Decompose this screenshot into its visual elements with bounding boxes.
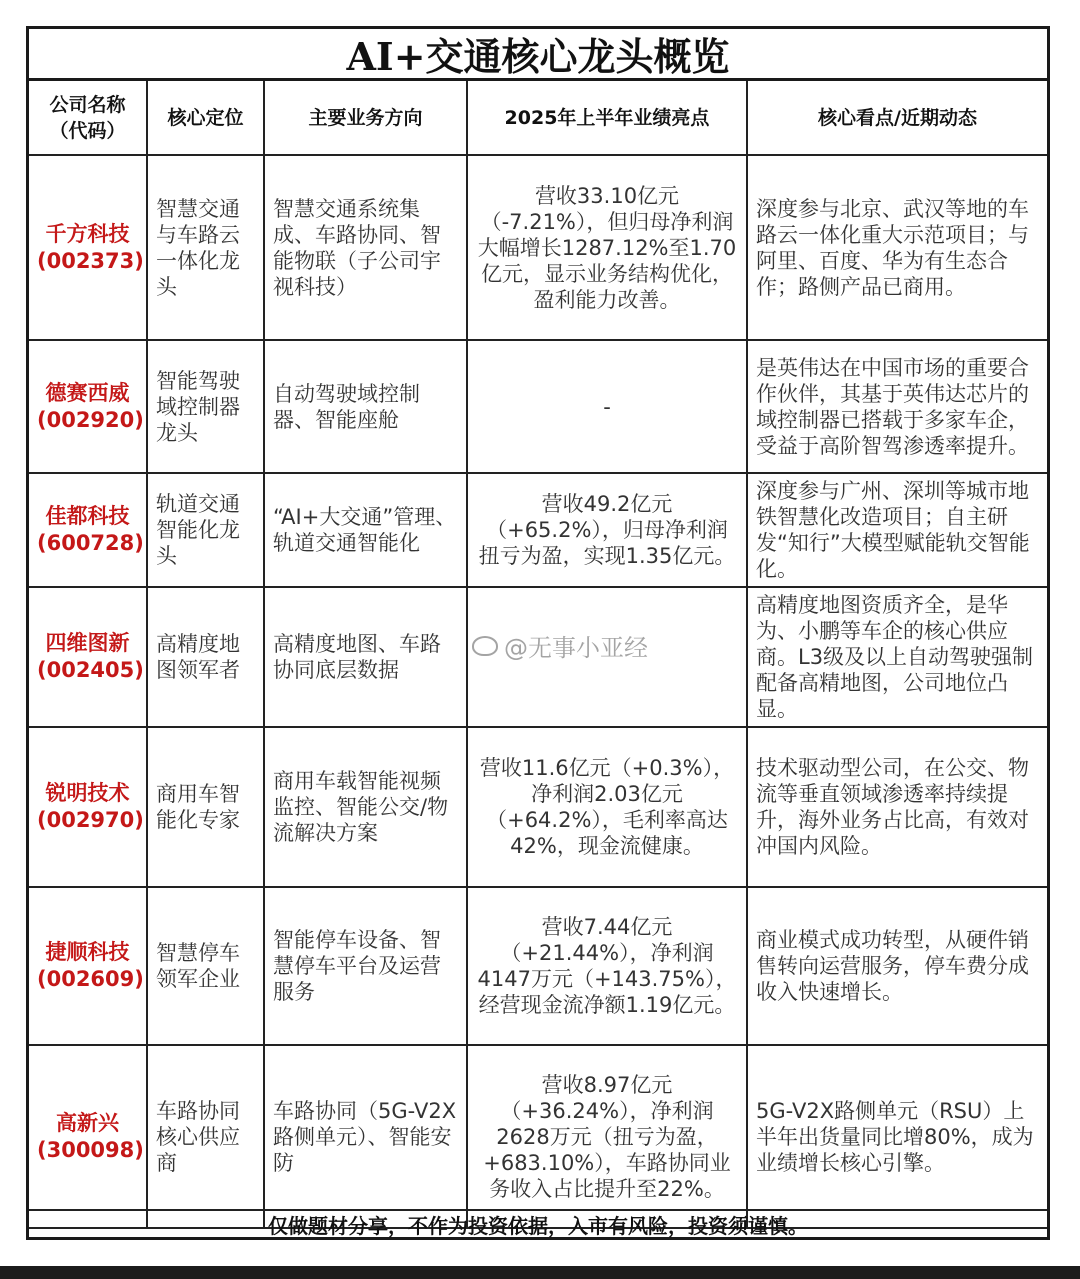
business-cell: 车路协同（5G-V2X路侧单元）、智能安防 [264, 1045, 467, 1228]
company-cell [29, 1045, 147, 1228]
table-row [29, 727, 1047, 887]
company-code: (002373) [37, 248, 144, 273]
highlights-cell: 高精度地图资质齐全，是华为、小鹏等车企的核心供应商。L3级及以上自动驾驶强制配备高精地图，公司地位凸显。 [747, 587, 1047, 727]
header-highlights: 核心看点/近期动态 [747, 81, 1047, 155]
overview-sheet [26, 26, 1050, 1240]
table-row [29, 587, 1047, 727]
highlights-cell: 是英伟达在中国市场的重要合作伙伴，其基于英伟达芯片的域控制器已搭载于多家车企，受益于高阶智驾渗透率提升。 [747, 340, 1047, 473]
company-code: (002405) [37, 658, 144, 682]
header-row [29, 81, 1047, 155]
business-cell: “AI+大交通”管理、轨道交通智能化 [264, 473, 467, 587]
company-code: (002920) [37, 407, 144, 432]
company-name: 千方科技 [45, 221, 130, 246]
company-cell [29, 587, 147, 727]
position-cell: 车路协同核心供应商 [147, 1045, 264, 1228]
table-row [29, 887, 1047, 1045]
performance-cell: 营收8.97亿元（+36.24%），净利润2628万元（扭亏为盈，+683.10%），车路协同业务收入占比提升至22%。 [467, 1045, 747, 1228]
position-cell: 智能驾驶域控制器龙头 [147, 340, 264, 473]
company-name: 锐明技术 [45, 781, 130, 805]
business-cell: 高精度地图、车路协同底层数据 [264, 587, 467, 727]
company-cell [29, 473, 147, 587]
table-row [29, 473, 1047, 587]
performance-cell [467, 587, 747, 727]
table-row [29, 1045, 1047, 1228]
performance-cell: 营收49.2亿元（+65.2%），归母净利润扭亏为盈，实现1.35亿元。 [467, 473, 747, 587]
position-cell: 商用车智能化专家 [147, 727, 264, 887]
disclaimer-footer: 仅做题材分享，不作为投资依据，入市有风险，投资须谨慎。 [29, 1209, 1047, 1237]
position-cell: 智慧交通与车路云一体化龙头 [147, 155, 264, 340]
highlights-cell: 商业模式成功转型，从硬件销售转向运营服务，停车费分成收入快速增长。 [747, 887, 1047, 1045]
header-company: 公司名称（代码） [29, 81, 147, 155]
business-cell: 自动驾驶域控制器、智能座舱 [264, 340, 467, 473]
highlights-cell: 5G-V2X路侧单元（RSU）上半年出货量同比增80%，成为业绩增长核心引擎。 [747, 1045, 1047, 1228]
company-cell [29, 340, 147, 473]
header-business: 主要业务方向 [264, 81, 467, 155]
header-position: 核心定位 [147, 81, 264, 155]
performance-cell: 营收7.44亿元（+21.44%），净利润4147万元（+143.75%），经营现金流净额1.19亿元。 [467, 887, 747, 1045]
company-code: (002609) [37, 967, 144, 991]
business-cell: 商用车载智能视频监控、智能公交/物流解决方案 [264, 727, 467, 887]
performance-cell: 营收11.6亿元（+0.3%），净利润2.03亿元（+64.2%），毛利率高达42%，现金流健康。 [467, 727, 747, 887]
company-name: 捷顺科技 [45, 940, 130, 964]
company-code: (600728) [37, 531, 144, 555]
performance-cell: - [467, 340, 747, 473]
company-name: 佳都科技 [45, 504, 130, 528]
table-row [29, 340, 1047, 473]
highlights-cell: 深度参与北京、武汉等地的车路云一体化重大示范项目；与阿里、百度、华为有生态合作；路侧产品已商用。 [747, 155, 1047, 340]
company-name: 四维图新 [45, 631, 130, 655]
company-code: (300098) [37, 1137, 144, 1162]
page-title: AI+交通核心龙头概览 [29, 29, 1047, 81]
company-cell [29, 727, 147, 887]
position-cell: 轨道交通智能化龙头 [147, 473, 264, 587]
company-cell [29, 887, 147, 1045]
table-row [29, 155, 1047, 340]
watermark-text: @无事小亚经 [504, 634, 648, 662]
business-cell: 智慧交通系统集成、车路协同、智能物联（子公司宇视科技） [264, 155, 467, 340]
performance-cell: 营收33.10亿元（-7.21%），但归母净利润大幅增长1287.12%至1.70亿元，显示业务结构优化，盈利能力改善。 [467, 155, 747, 340]
highlights-cell: 技术驱动型公司，在公交、物流等垂直领域渗透率持续提升，海外业务占比高，有效对冲国内风险。 [747, 727, 1047, 887]
position-cell: 智慧停车领军企业 [147, 887, 264, 1045]
overview-table [29, 81, 1047, 1229]
bottom-bar [0, 1266, 1080, 1279]
company-name: 德赛西威 [45, 380, 130, 405]
company-cell [29, 155, 147, 340]
company-code: (002970) [37, 808, 144, 832]
position-cell: 高精度地图领军者 [147, 587, 264, 727]
header-performance: 2025年上半年业绩亮点 [467, 81, 747, 155]
highlights-cell: 深度参与广州、深圳等城市地铁智慧化改造项目；自主研发“知行”大模型赋能轨交智能化。 [747, 473, 1047, 587]
business-cell: 智能停车设备、智慧停车平台及运营服务 [264, 887, 467, 1045]
company-name: 高新兴 [56, 1110, 119, 1135]
